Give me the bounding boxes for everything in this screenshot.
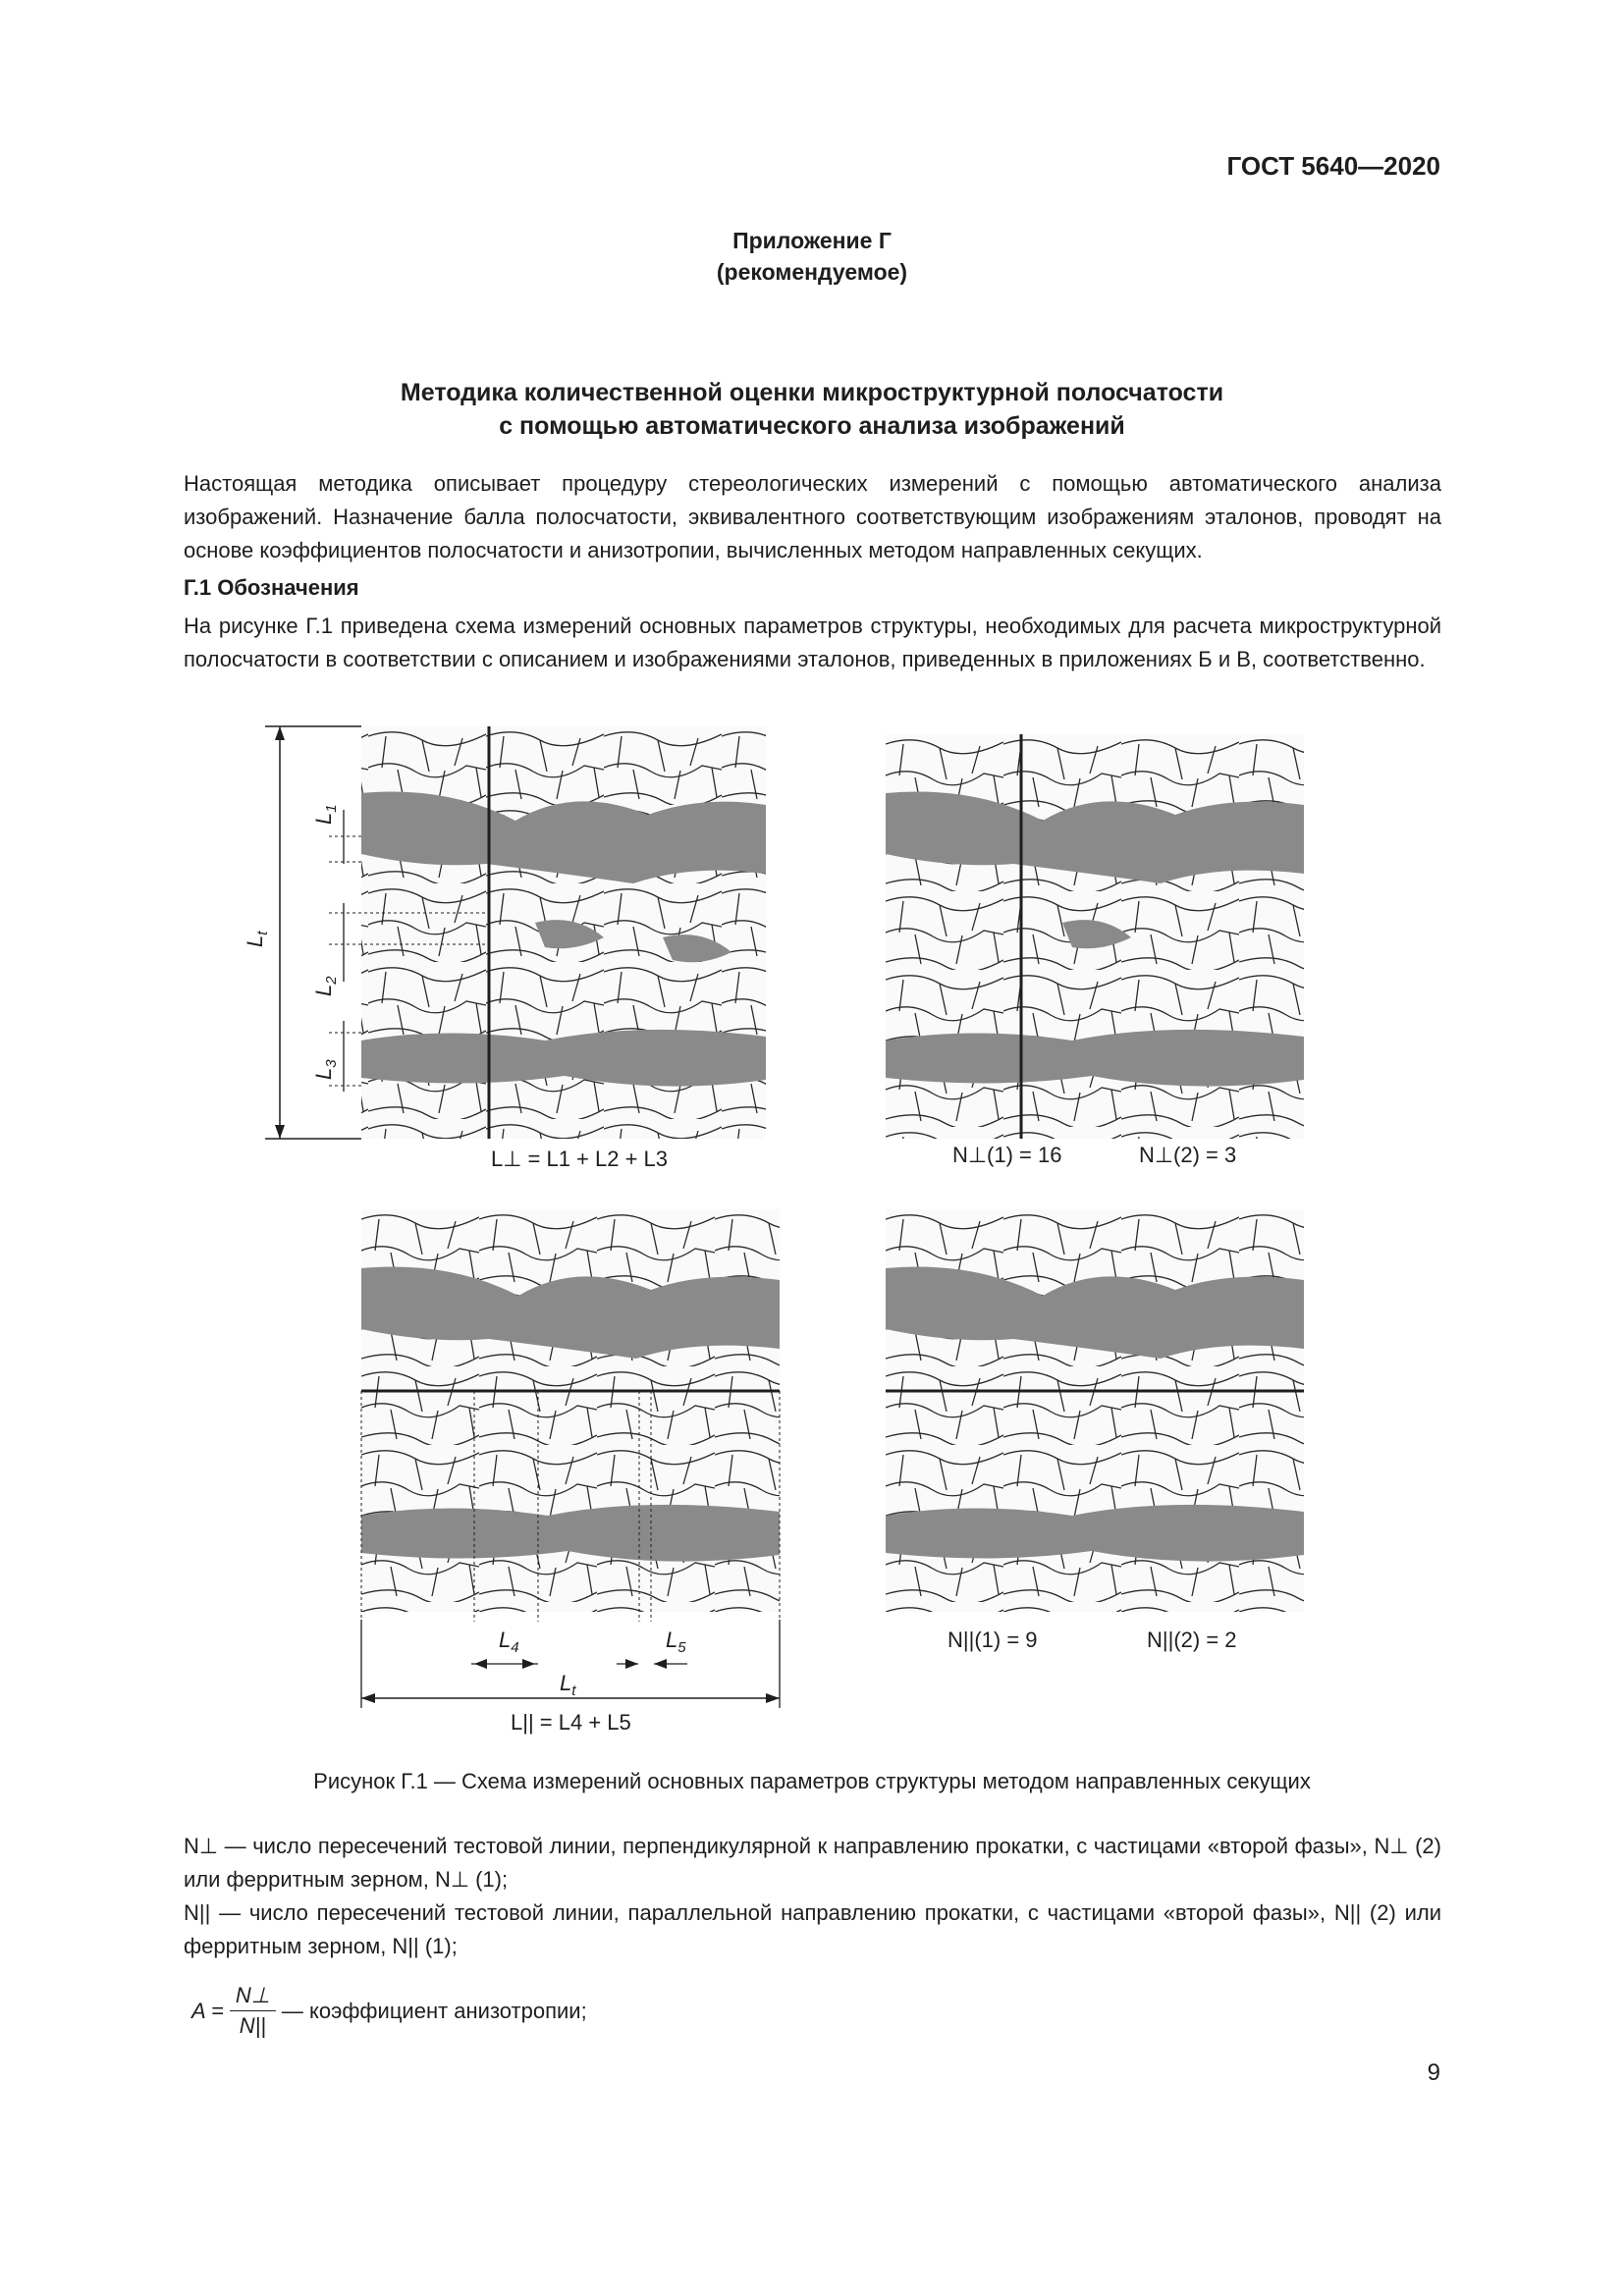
micrograph-parallel-counts <box>886 1209 1304 1612</box>
micrograph-perpendicular-lengths <box>243 726 800 1158</box>
subsection-title: Г.1 Обозначения <box>184 575 359 600</box>
label-l2: $L_2$ <box>311 976 340 996</box>
section-heading-line2: с помощью автоматического анализа изображений <box>499 412 1125 440</box>
label-lt: $L_t$ <box>243 931 271 947</box>
appendix-title: Приложение Г <box>732 228 892 253</box>
label-l3: $L_3$ <box>311 1059 340 1080</box>
formula-l-par: L|| = L4 + L5 <box>511 1710 631 1735</box>
n-par-2: N||(2) = 2 <box>1147 1628 1237 1652</box>
subsection-paragraph: На рисунке Г.1 приведена схема измерений основных параметров структуры, необходимых для расчета микроструктурной полосчатости в соответствии с описанием и изображениями эталонов, приведенных в приложениях Б и В, соответственно. <box>184 614 1441 671</box>
definition-n-parallel: N|| — число пересечений тестовой линии, параллельной направлению прокатки, с частицами «второй фазы», N|| (2) или ферритным зерном, N|| (1); <box>184 1900 1441 1958</box>
label-lt-bottom: $L_t$ <box>560 1671 576 1699</box>
n-par-1: N||(1) = 9 <box>947 1628 1038 1652</box>
label-l5: $L_5$ <box>666 1628 686 1656</box>
n-perp-2: N⊥(2) = 3 <box>1139 1143 1237 1167</box>
figure-caption: Рисунок Г.1 — Схема измерений основных параметров структуры методом направленных секущих <box>313 1769 1311 1793</box>
anisotropy-formula: A = $\frac{N\perp}{N||}$ — коэффициент анизотропии; <box>191 1983 587 2038</box>
page-number: 9 <box>1427 2059 1440 2086</box>
anisotropy-fraction: $\frac{N\perp}{N||}$ <box>230 1983 276 2039</box>
appendix-status: (рекомендуемое) <box>716 259 908 285</box>
label-l4: $L_4$ <box>499 1628 519 1656</box>
n-perp-1: N⊥(1) = 16 <box>952 1143 1062 1167</box>
parallel-dimension-lines <box>353 1620 795 1708</box>
micrograph-parallel-lengths <box>361 1209 780 1622</box>
intro-paragraph: Настоящая методика описывает процедуру стереологических измерений с помощью автоматического анализа изображений. Назначение балла полосчатости, эквивалентного соответствующим изображениям эталонов, проводят на основе коэффициентов полосчатости и анизотропии, вычисленных методом направленных секущих. <box>184 471 1441 562</box>
formula-l-perp: L⊥ = L1 + L2 + L3 <box>491 1147 669 1171</box>
micrograph-perpendicular-counts <box>886 734 1304 1139</box>
section-heading-line1: Методика количественной оценки микроструктурной полосчатости <box>400 379 1224 406</box>
standard-number: ГОСТ 5640—2020 <box>1226 151 1440 181</box>
definition-n-perp: N⊥ — число пересечений тестовой линии, перпендикулярной к направлению прокатки, с частицами «второй фазы», N⊥ (2) или ферритным зерном, N⊥ (1); <box>184 1834 1441 1892</box>
label-l1: $L_1$ <box>311 804 340 825</box>
